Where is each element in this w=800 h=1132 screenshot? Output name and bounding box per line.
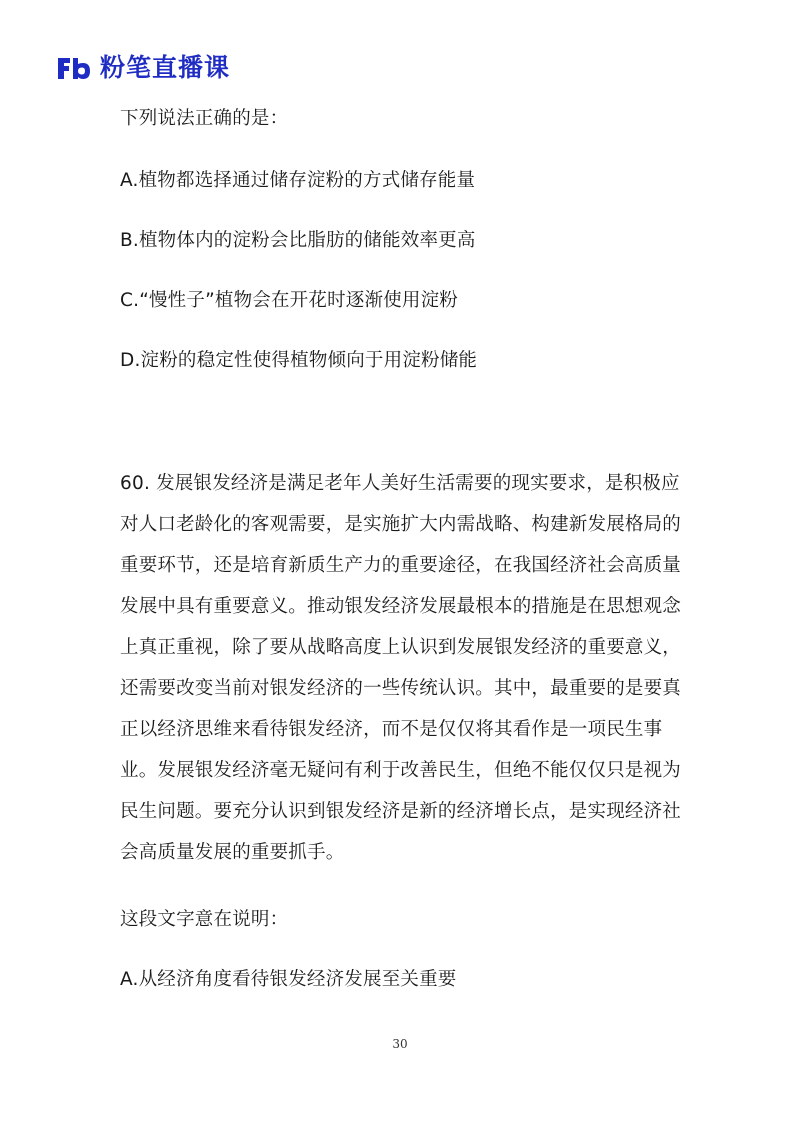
- passage-line: 业。发展银发经济毫无疑问有利于改善民生，但绝不能仅仅只是视为: [120, 760, 682, 781]
- question-59-option-c: C.“慢性子”植物会在开花时逐渐使用淀粉: [120, 290, 458, 311]
- passage-line: 会高质量发展的重要抓手。: [120, 842, 345, 863]
- question-59-option-b: B.植物体内的淀粉会比脂肪的储能效率更高: [120, 230, 476, 251]
- passage-line: 正以经济思维来看待银发经济，而不是仅仅将其看作是一项民生事: [120, 719, 663, 740]
- page-number: 30: [392, 1037, 408, 1051]
- passage-line: 民生问题。要充分认识到银发经济是新的经济增长点，是实现经济社: [120, 801, 682, 822]
- question-59-option-d: D.淀粉的稳定性使得植物倾向于用淀粉储能: [120, 350, 478, 371]
- passage-line: 还需要改变当前对银发经济的一些传统认识。其中，最重要的是要真: [120, 678, 682, 699]
- passage-line: 重要环节，还是培育新质生产力的重要途径，在我国经济社会高质量: [120, 555, 682, 576]
- question-59-prompt: 下列说法正确的是：: [120, 108, 289, 129]
- passage-line: 对人口老龄化的客观需要，是实施扩大内需战略、构建新发展格局的: [120, 514, 682, 535]
- brand-logo: [56, 51, 230, 85]
- question-60-prompt: 这段文字意在说明：: [120, 909, 289, 930]
- logo-text: 粉笔直播课: [100, 53, 231, 82]
- question-59-option-a: A.植物都选择通过储存淀粉的方式储存能量: [120, 170, 476, 191]
- fb-logo-icon: [56, 54, 92, 82]
- passage-line: 上真正重视，除了要从战略高度上认识到发展银发经济的重要意义，: [120, 637, 682, 658]
- passage-line: 60. 发展银发经济是满足老年人美好生活需要的现实要求，是积极应: [120, 473, 680, 494]
- question-60-option-a: A.从经济角度看待银发经济发展至关重要: [120, 969, 457, 990]
- passage-line: 发展中具有重要意义。推动银发经济发展最根本的措施是在思想观念: [120, 596, 682, 617]
